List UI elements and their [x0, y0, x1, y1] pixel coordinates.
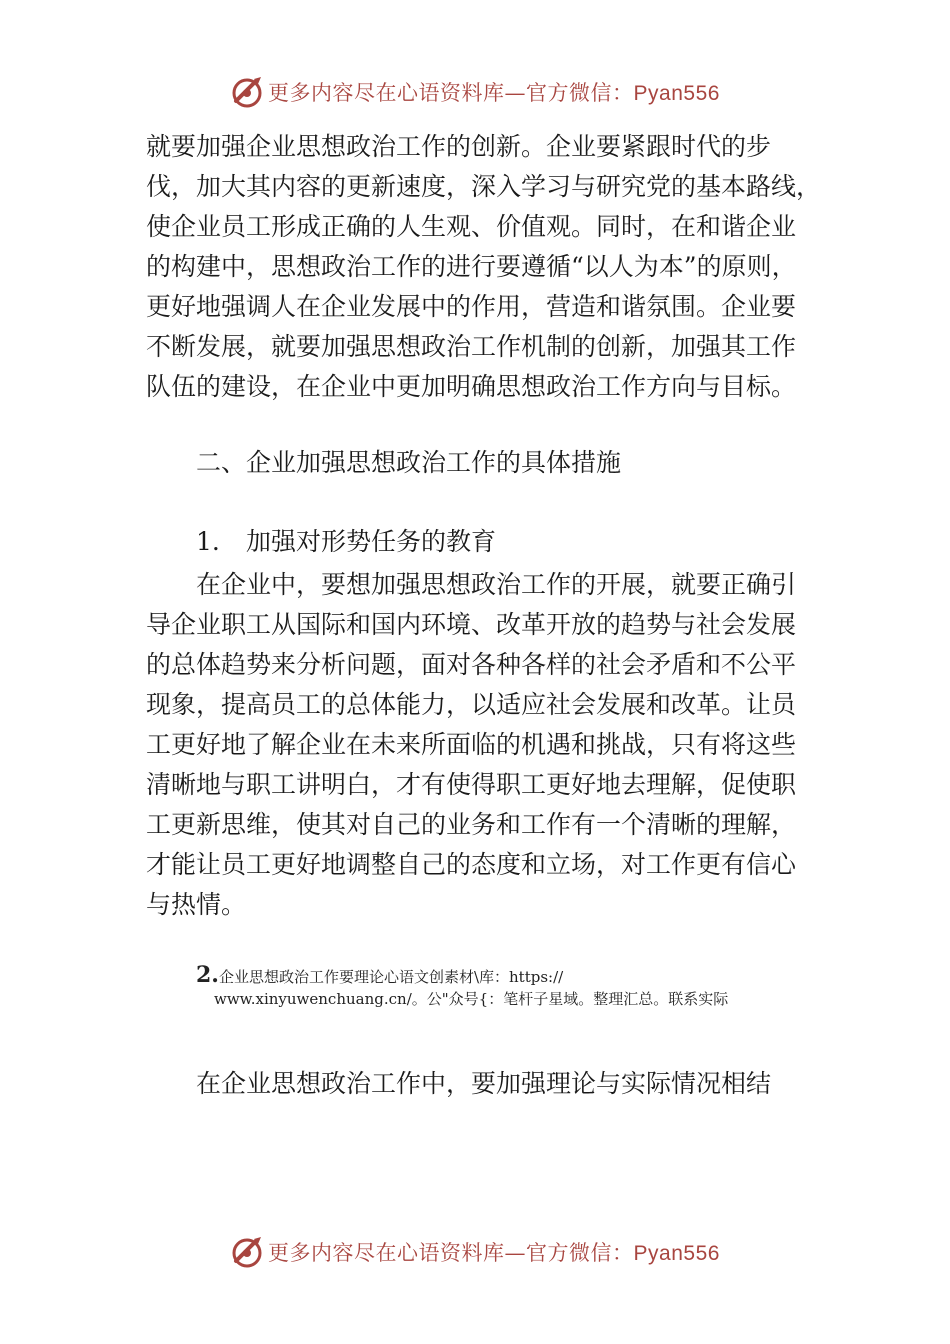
logo-icon: [230, 1235, 264, 1269]
wechat-account: Pyan556: [633, 82, 720, 105]
paragraph-line: 更好地强调人在企业发展中的作用，营造和谐氛围。企业要: [146, 292, 797, 321]
footer-banner: [0, 1232, 950, 1272]
paragraph-line: 工更好地了解企业在未来所面临的机遇和挑战，只有将这些: [146, 730, 797, 759]
paragraph-line: 工更新思维，使其对自己的业务和工作有一个清晰的理解，: [146, 810, 797, 839]
paragraph-line: 的构建中，思想政治工作的进行要遵循“以人为本”的原则，: [146, 252, 797, 281]
paragraph-line: 才能让员工更好地调整自己的态度和立场，对工作更有信心: [146, 850, 797, 879]
paragraph-line: 导企业职工从国际和国内环境、改革开放的趋势与社会发展: [146, 610, 797, 639]
header-banner: [0, 72, 950, 112]
paragraph-line: 使企业员工形成正确的人生观、价值观。同时，在和谐企业: [146, 212, 797, 241]
sub-heading-title: 加强对形势任务的教育: [246, 527, 497, 556]
paragraph-1: [146, 127, 822, 407]
header-banner-text: 更多内容尽在心语资料库—官方微信：Pyan556: [268, 81, 720, 105]
sub-heading-1: [196, 522, 496, 562]
paragraph-line: 伐，加大其内容的更新速度，深入学习与研究党的基本路线，: [146, 172, 822, 201]
paragraph-line: 清晰地与职工讲明白，才有使得职工更好地去理解，促使职: [146, 770, 797, 799]
sub-heading-number: 2.: [196, 962, 219, 988]
logo-icon: [230, 75, 264, 109]
paragraph-line: 不断发展，就要加强思想政治工作机制的创新，加强其工作: [146, 332, 797, 361]
paragraph-line: 现象，提高员工的总体能力，以适应社会发展和改革。让员: [146, 690, 797, 719]
sub-heading-line-2: www.xinyuwenchuang.cn/。公"众号{：笔杆子星域。整理汇总。联系实际: [214, 990, 729, 1008]
section-heading: 二、企业加强思想政治工作的具体措施: [196, 448, 622, 477]
paragraph-line: 就要加强企业思想政治工作的创新。企业要紧跟时代的步: [146, 132, 772, 161]
sub-heading-number: 1.: [196, 527, 220, 556]
paragraph-line: 在企业中，要想加强思想政治工作的开展，就要正确引: [146, 570, 797, 599]
paragraph-line: 与热情。: [146, 890, 247, 919]
footer-banner-text: 更多内容尽在心语资料库—官方微信：Pyan556: [268, 1241, 720, 1265]
paragraph-line: 的总体趋势来分析问题，面对各种各样的社会矛盾和不公平: [146, 650, 797, 679]
paragraph-3: 在企业思想政治工作中，要加强理论与实际情况相结: [196, 1069, 772, 1098]
paragraph-line: 队伍的建设，在企业中更加明确思想政治工作方向与目标。: [146, 372, 797, 401]
sub-heading-line-1: 企业思想政治工作要理论心语文创素材\库：https://: [218, 968, 564, 986]
paragraph-2: [146, 565, 814, 925]
wechat-account: Pyan556: [633, 1242, 720, 1265]
sub-heading-2: [196, 964, 728, 1010]
